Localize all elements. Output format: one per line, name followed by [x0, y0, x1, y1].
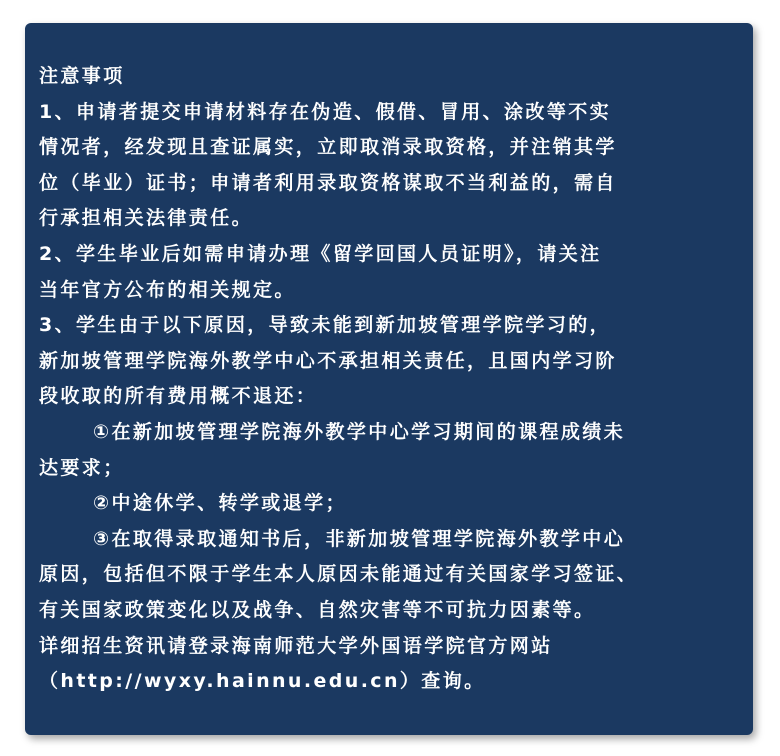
notice-line: 达要求；	[39, 456, 125, 479]
notice-line: ①在新加坡管理学院海外教学中心学习期间的课程成绩未	[93, 420, 626, 443]
notice-line: 新加坡管理学院海外教学中心不承担相关责任，且国内学习阶	[39, 349, 617, 372]
notice-line-website: （http://wyxy.hainnu.edu.cn）查询。	[39, 670, 486, 693]
notice-title: 注意事项	[39, 65, 125, 87]
notice-line: 3、学生由于以下原因，导致未能到新加坡管理学院学习的，	[39, 314, 612, 337]
notice-line: ②中途休学、转学或退学；	[93, 492, 347, 515]
notice-card	[25, 23, 753, 735]
notice-line: 原因，包括但不限于学生本人原因未能通过有关国家学习签证、	[39, 563, 639, 586]
notice-line: ③在取得录取通知书后，非新加坡管理学院海外教学中心	[93, 527, 626, 550]
notice-line: 行承担相关法律责任。	[39, 207, 254, 230]
notice-line: 1、申请者提交申请材料存在伪造、假借、冒用、涂改等不实	[39, 100, 612, 123]
notice-line: 2、学生毕业后如需申请办理《留学回国人员证明》，请关注	[39, 242, 602, 265]
notice-text	[39, 59, 735, 700]
notice-line: 当年官方公布的相关规定。	[39, 278, 296, 301]
notice-line: 段收取的所有费用概不退还：	[39, 385, 318, 408]
notice-line: 情况者，经发现且查证属实，立即取消录取资格，并注销其学	[39, 136, 617, 159]
notice-line: 详细招生资讯请登录海南师范大学外国语学院官方网站	[39, 634, 553, 657]
notice-line: 有关国家政策变化以及战争、自然灾害等不可抗力因素等。	[39, 598, 596, 621]
notice-line: 位（毕业）证书；申请者利用录取资格谋取不当利益的，需自	[39, 171, 617, 194]
